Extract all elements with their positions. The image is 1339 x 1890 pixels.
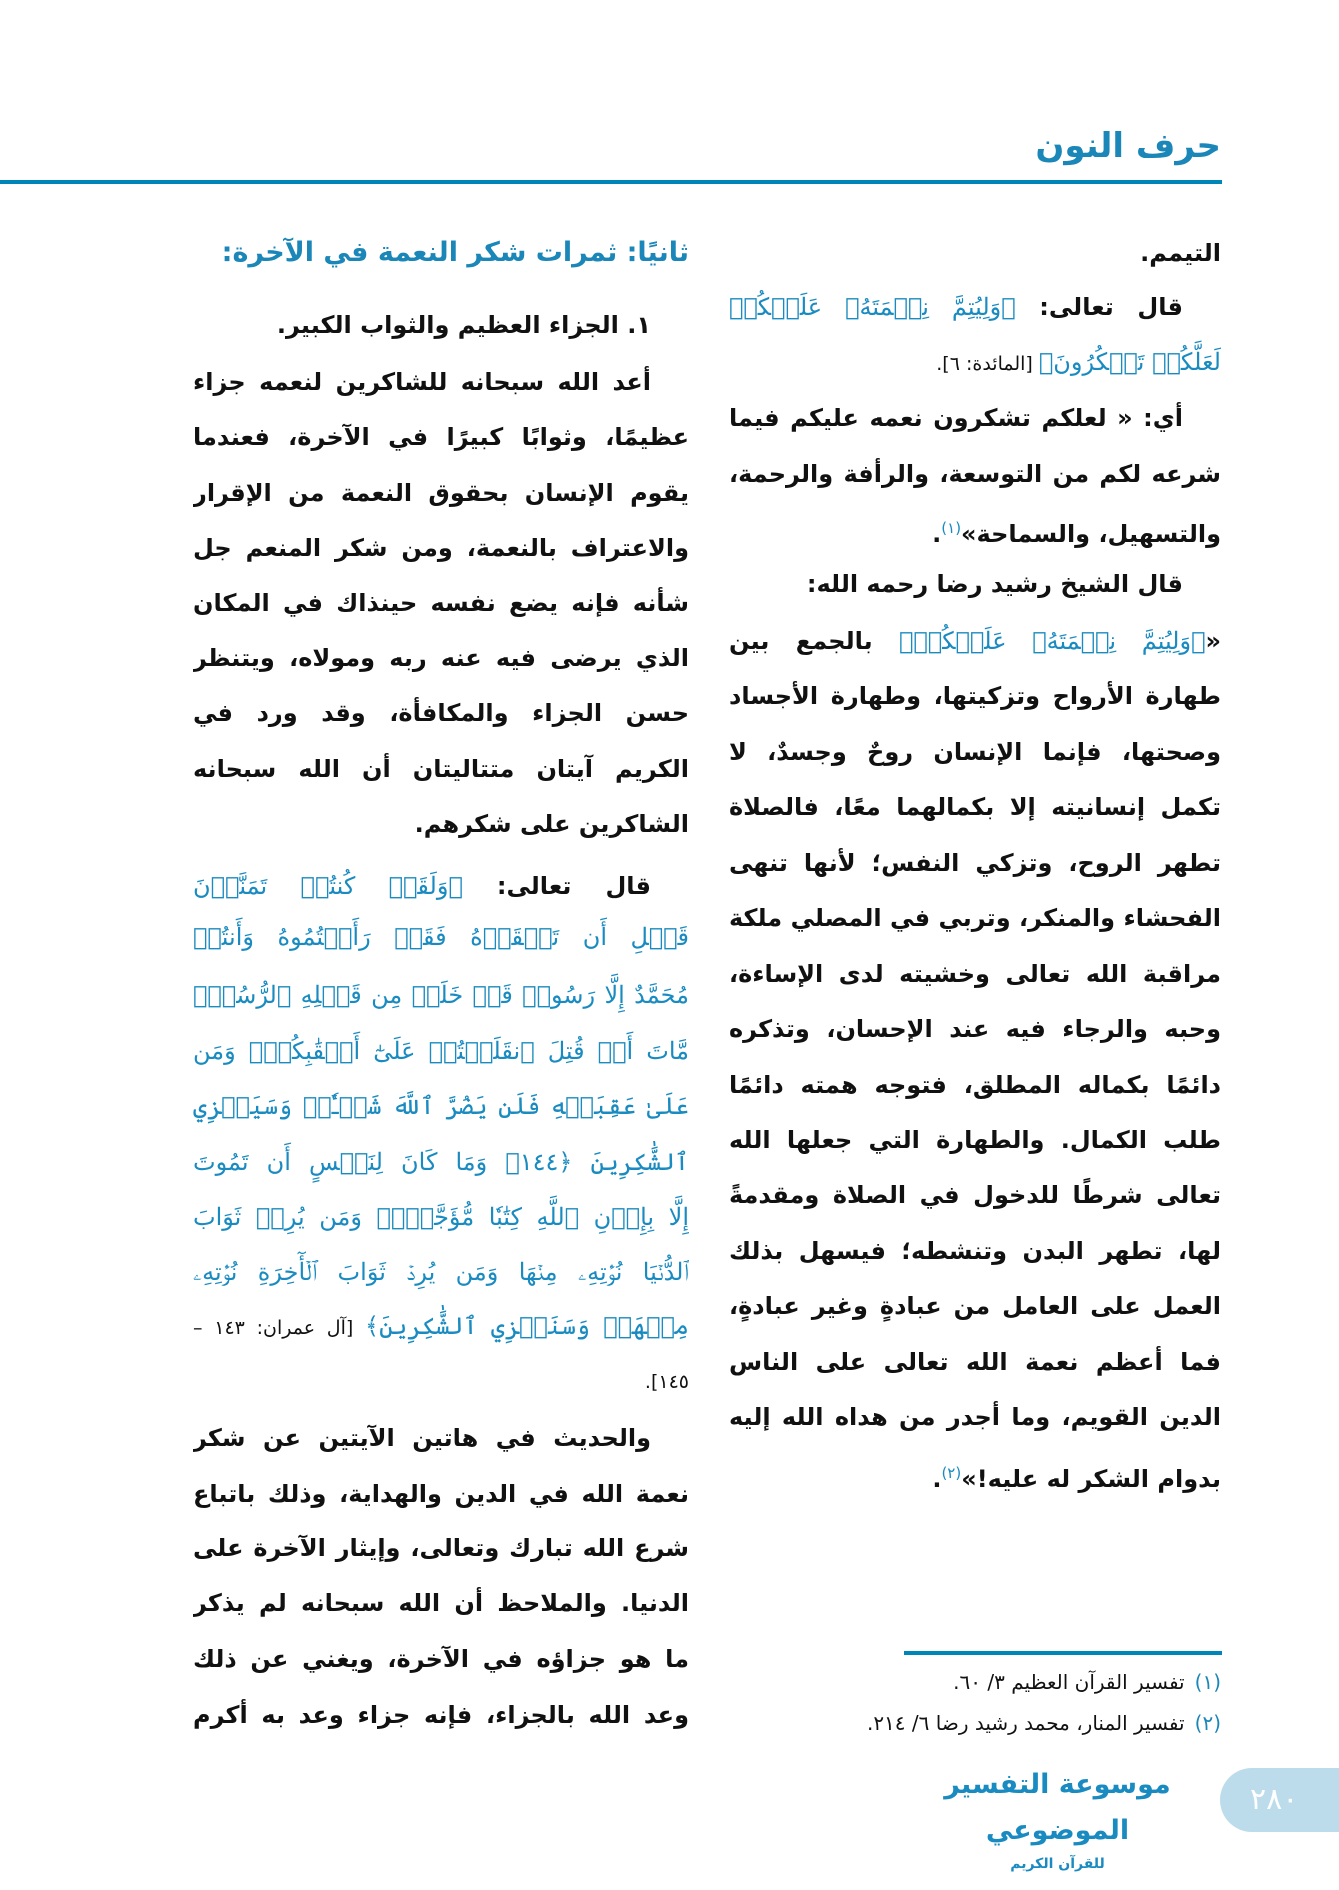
text-line <box>193 1303 689 1349</box>
footnote-1 <box>953 1666 1221 1698</box>
text-line <box>193 580 689 626</box>
body-text: شرعه لكم من التوسعة، والرأفة والرحمة، <box>729 459 1221 488</box>
body-text: الفحشاء والمنكر، وتربي في المصلي ملكة <box>729 904 1221 933</box>
quran-verse: ﴿وَلِيُتِمَّ نِعۡمَتَهُۥ عَلَيۡكُمۡ <box>729 293 1016 322</box>
text-line <box>193 1083 689 1129</box>
quran-verse: مَّاتَ أَوۡ قُتِلَ ٱنقَلَبۡتُمۡ عَلَىٰٓ أَعۡقَٰبِكُمۡۚ وَمَن <box>193 1036 689 1065</box>
verse-reference: ١٤٥]. <box>644 1370 689 1393</box>
quran-verse: قَبۡلِ أَن تَلۡقَوۡهُ فَقَدۡ رَأَيۡتُمُوهُ وَأَنتُمۡ <box>193 923 689 952</box>
text-line <box>193 1580 689 1626</box>
text-line <box>729 673 1221 719</box>
body-text: وحبه والرجاء فيه عند الإحسان، وتذكره <box>729 1015 1221 1044</box>
body-text: الدنيا. والملاحظ أن الله سبحانه لم يذكر <box>193 1588 689 1617</box>
body-text: والاعتراف بالنعمة، ومن شكر المنعم جل <box>193 534 689 563</box>
text-line <box>729 339 1221 385</box>
text-line <box>729 951 1221 997</box>
text-line <box>729 1339 1221 1385</box>
footnote-number: (١) <box>1194 1670 1221 1694</box>
text-line <box>193 1471 689 1517</box>
text-line <box>193 1249 689 1295</box>
footnote-marker[interactable]: (١) <box>941 518 962 537</box>
quran-verse: ﴿وَلِيُتِمَّ نِعۡمَتَهُۥ عَلَيۡكُمۡ﴾ <box>899 627 1206 656</box>
body-text: قال تعالى: <box>462 871 651 900</box>
quran-verse: مِنۡهَاۚ وَسَنَجۡزِي ٱلشَّٰكِرِينَ﴾ <box>365 1311 689 1340</box>
body-text: بدوام الشكر له عليه!» <box>961 1464 1221 1493</box>
body-text: حسن الجزاء والمكافأة، وقد ورد في <box>193 699 689 728</box>
text-line <box>729 840 1221 886</box>
body-text: تكمل إنسانيته إلا بكمالهما معًا، فالصلاة <box>729 793 1221 822</box>
text-line <box>193 470 689 516</box>
text-line <box>193 1692 689 1738</box>
text-line <box>729 230 1221 276</box>
body-text: يقوم الإنسان بحقوق النعمة من الإقرار <box>193 478 689 507</box>
body-text: قال تعالى: <box>1015 293 1183 322</box>
chapter-title: حرف النون <box>1035 126 1221 166</box>
body-text: وعد الله بالجزاء، فإنه جزاء وعد به أكرم <box>193 1700 689 1729</box>
body-text: دائمًا بكماله المطلق، فتوجه همته دائمًا <box>729 1070 1221 1099</box>
body-text: والحديث في هاتين الآيتين عن شكر <box>193 1423 651 1452</box>
left-column <box>193 0 689 1750</box>
body-text: أعد الله سبحانه للشاكرين لنعمه جزاء <box>193 367 651 396</box>
text-line <box>193 414 689 460</box>
body-text: التيمم. <box>1140 239 1221 268</box>
footnote-text: تفسير المنار، محمد رشيد رضا ٦/ ٢١٤. <box>866 1711 1185 1735</box>
footnote-number: (٢) <box>1194 1711 1221 1735</box>
text-line <box>193 635 689 681</box>
verse-reference: [المائدة: ٦]. <box>936 352 1039 375</box>
body-text: والتسهيل، والسماحة» <box>961 519 1221 548</box>
body-text: « <box>1205 627 1221 656</box>
body-text: طلب الكمال. والطهارة التي جعلها الله <box>729 1125 1221 1154</box>
body-text: . <box>932 1464 942 1493</box>
text-line <box>193 1194 689 1240</box>
text-line <box>193 972 689 1018</box>
body-text: ١. الجزاء العظيم والثواب الكبير. <box>276 311 651 340</box>
section-heading <box>193 230 689 276</box>
footnote-text: تفسير القرآن العظيم ٣/ ٦٠. <box>953 1670 1185 1694</box>
body-text: الكريم آيتان متتاليتان أن الله سبحانه <box>193 754 689 783</box>
body-text: نعمة الله في الدين والهداية، وذلك باتباع <box>193 1480 689 1509</box>
body-text: بالجمع بين <box>729 627 899 656</box>
logo-subtitle: للقرآن الكريم <box>1010 1856 1105 1872</box>
text-line <box>729 1228 1221 1274</box>
text-line <box>729 895 1221 941</box>
text-line <box>193 1415 689 1461</box>
text-line <box>193 690 689 736</box>
body-text: أي: « لعلكم تشكرون نعمه عليكم فيما <box>729 404 1183 433</box>
quran-verse: ٱلشَّٰكِرِينَ ﴿١٤٤﴾ وَمَا كَانَ لِنَفۡسٍ أَن تَمُوتَ <box>193 1147 689 1176</box>
quran-verse: إِلَّا بِإِذۡنِ ٱللَّهِ كِتَٰبٗا مُّؤَجَّلٗاۗ وَمَن يُرِدۡ ثَوَابَ <box>193 1203 689 1232</box>
quran-verse: ٱلدُّنۡيَا نُؤۡتِهِۦ مِنۡهَا وَمَن يُرِدۡ ثَوَابَ ٱلۡأٓخِرَةِ نُؤۡتِهِۦ <box>193 1258 689 1287</box>
text-line <box>193 1357 689 1403</box>
text-line <box>729 1006 1221 1052</box>
text-line <box>729 729 1221 775</box>
text-line <box>193 1525 689 1571</box>
body-text: الذي يرضى فيه عنه ربه ومولاه، ويتنظر <box>193 643 689 672</box>
body-text: وصحتها، فإنما الإنسان روحٌ وجسدٌ، لا <box>729 737 1221 766</box>
body-text: قال الشيخ رشيد رضا رحمه الله: <box>806 570 1183 599</box>
text-line <box>729 505 1221 551</box>
text-line <box>729 1117 1221 1163</box>
footnote-2 <box>867 1707 1221 1739</box>
text-line <box>193 914 689 960</box>
body-text: شأنه فإنه يضع نفسه حينذاك في المكان <box>193 588 689 617</box>
text-line <box>729 1062 1221 1108</box>
body-text: . <box>932 519 942 548</box>
body-text: تطهر الروح، وتزكي النفس؛ لأنها تنهى <box>729 848 1221 877</box>
body-text: الشاكرين على شكرهم. <box>414 810 689 839</box>
right-column <box>729 0 1221 1500</box>
text-line <box>193 1139 689 1185</box>
footnote-marker[interactable]: (٢) <box>941 1463 962 1482</box>
quran-verse: مُحَمَّدٌ إِلَّا رَسُولٞ قَدۡ خَلَتۡ مِن قَبۡلِهِ ٱلرُّسُلُۚ <box>193 981 689 1010</box>
text-line <box>729 618 1221 664</box>
verse-reference: [آل عمران: ١٤٣ – <box>193 1316 365 1339</box>
text-line <box>729 561 1221 607</box>
text-line <box>729 1394 1221 1440</box>
text-line <box>729 1450 1221 1496</box>
text-line <box>729 1283 1221 1329</box>
footnote-rule <box>904 1651 1222 1655</box>
page-number: ٢٨٠ <box>1250 1782 1299 1817</box>
text-line <box>729 284 1221 330</box>
quran-verse: لَعَلَّكُمۡ تَشۡكُرُونَ﴾ <box>1038 347 1221 376</box>
text-line <box>193 525 689 571</box>
text-line <box>729 1172 1221 1218</box>
body-text: طهارة الأرواح وتزكيتها، وطهارة الأجساد <box>729 682 1221 711</box>
body-text: العمل على العامل من عبادةٍ وغير عبادةٍ، <box>729 1292 1221 1321</box>
body-text: ثانيًا: ثمرات شكر النعمة في الآخرة: <box>221 237 689 269</box>
text-line <box>729 784 1221 830</box>
encyclopedia-logo <box>930 1762 1185 1872</box>
body-text: الدين القويم، وما أجدر من هداه الله إليه <box>729 1403 1221 1432</box>
text-line <box>729 451 1221 497</box>
text-line <box>193 359 689 405</box>
text-line <box>729 395 1221 441</box>
body-text: مراقبة الله تعالى وخشيته لدى الإساءة، <box>729 959 1221 988</box>
text-line <box>193 1028 689 1074</box>
body-text: ما هو جزاؤه في الآخرة، ويغني عن ذلك <box>193 1645 689 1674</box>
logo-title: موسوعة التفسير الموضوعي <box>944 1769 1171 1846</box>
text-line <box>193 863 689 909</box>
body-text: تعالى شرطًا للدخول في الصلاة ومقدمةً <box>729 1181 1221 1210</box>
text-line <box>193 801 689 847</box>
text-line <box>193 746 689 792</box>
body-text: لها، تطهر البدن وتنشطه؛ فيسهل بذلك <box>729 1236 1221 1265</box>
body-text: شرع الله تبارك وتعالى، وإيثار الآخرة على <box>193 1534 689 1563</box>
text-line <box>193 1636 689 1682</box>
quran-verse: ﴿وَلَقَدۡ كُنتُمۡ تَمَنَّوۡنَ <box>193 871 463 900</box>
quran-verse: عَلَىٰ عَقِبَيۡهِ فَلَن يَضُرَّ ٱللَّهَ شَيۡـٔٗاۗ وَسَيَجۡزِي <box>193 1092 689 1121</box>
text-line <box>193 302 689 348</box>
body-text: عظيمًا، وثوابًا كبيرًا في الآخرة، فعندما <box>193 423 689 452</box>
body-text: فما أعظم نعمة الله تعالى على الناس <box>729 1347 1221 1376</box>
